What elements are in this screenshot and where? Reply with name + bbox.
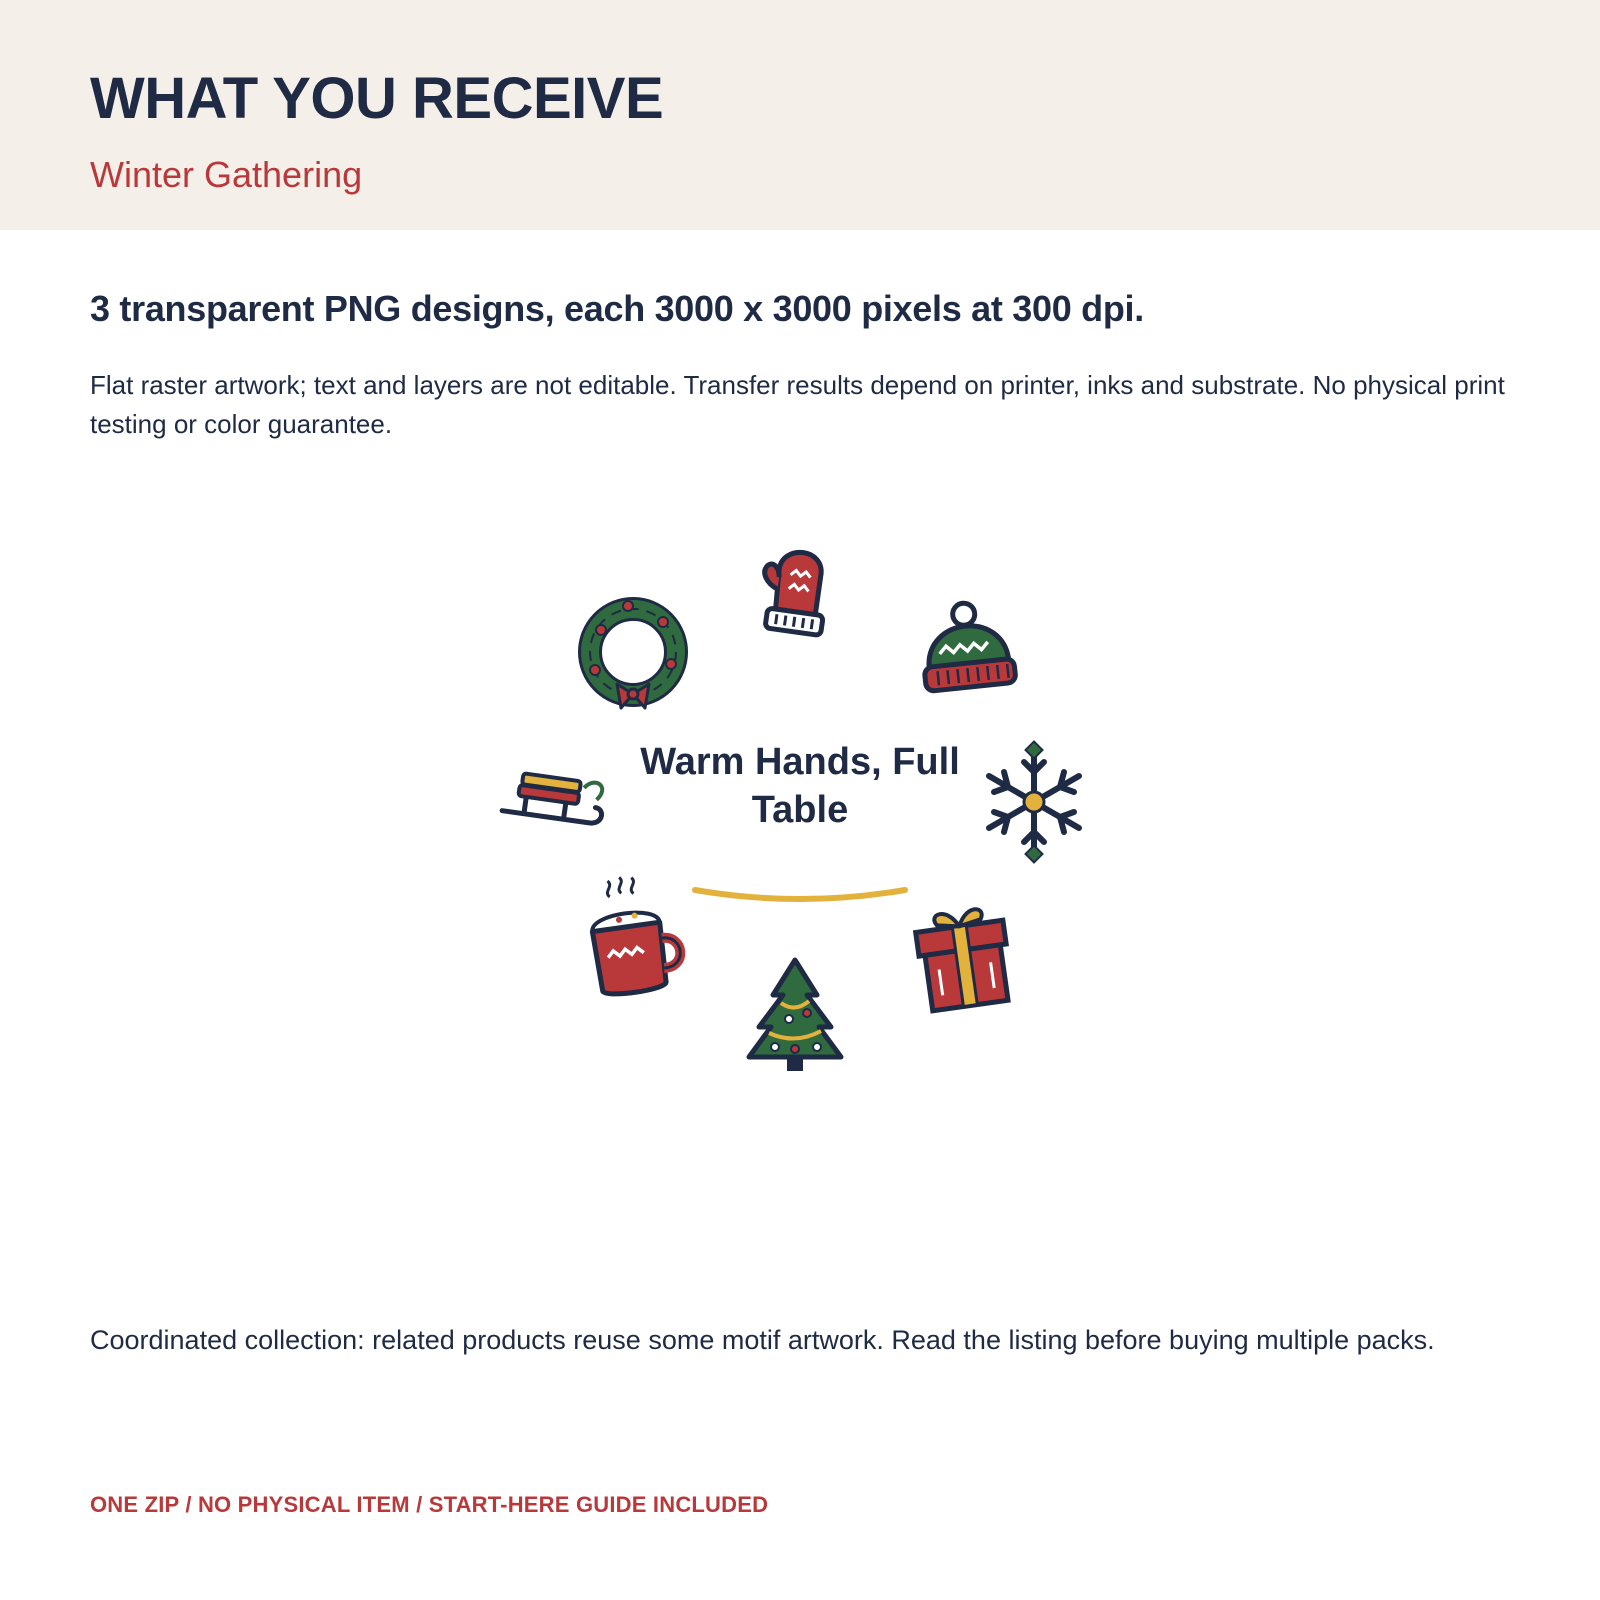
design-title: Warm Hands, Full Table <box>640 741 960 831</box>
collection-note: Coordinated collection: related products reuse some motif artwork. Read the listing before buying multiple packs. <box>90 1325 1435 1355</box>
gift-icon <box>914 906 1014 1012</box>
product-headline: 3 transparent PNG designs, each 3000 x 3000 pixels at 300 dpi. <box>90 288 1144 329</box>
wreath-icon <box>590 601 676 708</box>
footer-tagline: ONE ZIP / NO PHYSICAL ITEM / START-HERE GUIDE INCLUDED <box>90 1492 769 1517</box>
mitten-icon <box>757 548 832 636</box>
disclaimer-text: Flat raster artwork; text and layers are not editable. Transfer results depend on printer, inks and substrate. No physical print testing or color guarantee. <box>90 370 1505 439</box>
snowflake-icon <box>989 742 1079 863</box>
sled-icon <box>502 770 606 824</box>
cocoa-mug-icon <box>585 870 685 997</box>
tree-icon <box>749 960 841 1071</box>
page-subtitle: Winter Gathering <box>90 154 363 195</box>
title-underline <box>695 890 905 899</box>
page-title: WHAT YOU RECEIVE <box>90 66 664 131</box>
beanie-icon <box>918 599 1016 692</box>
